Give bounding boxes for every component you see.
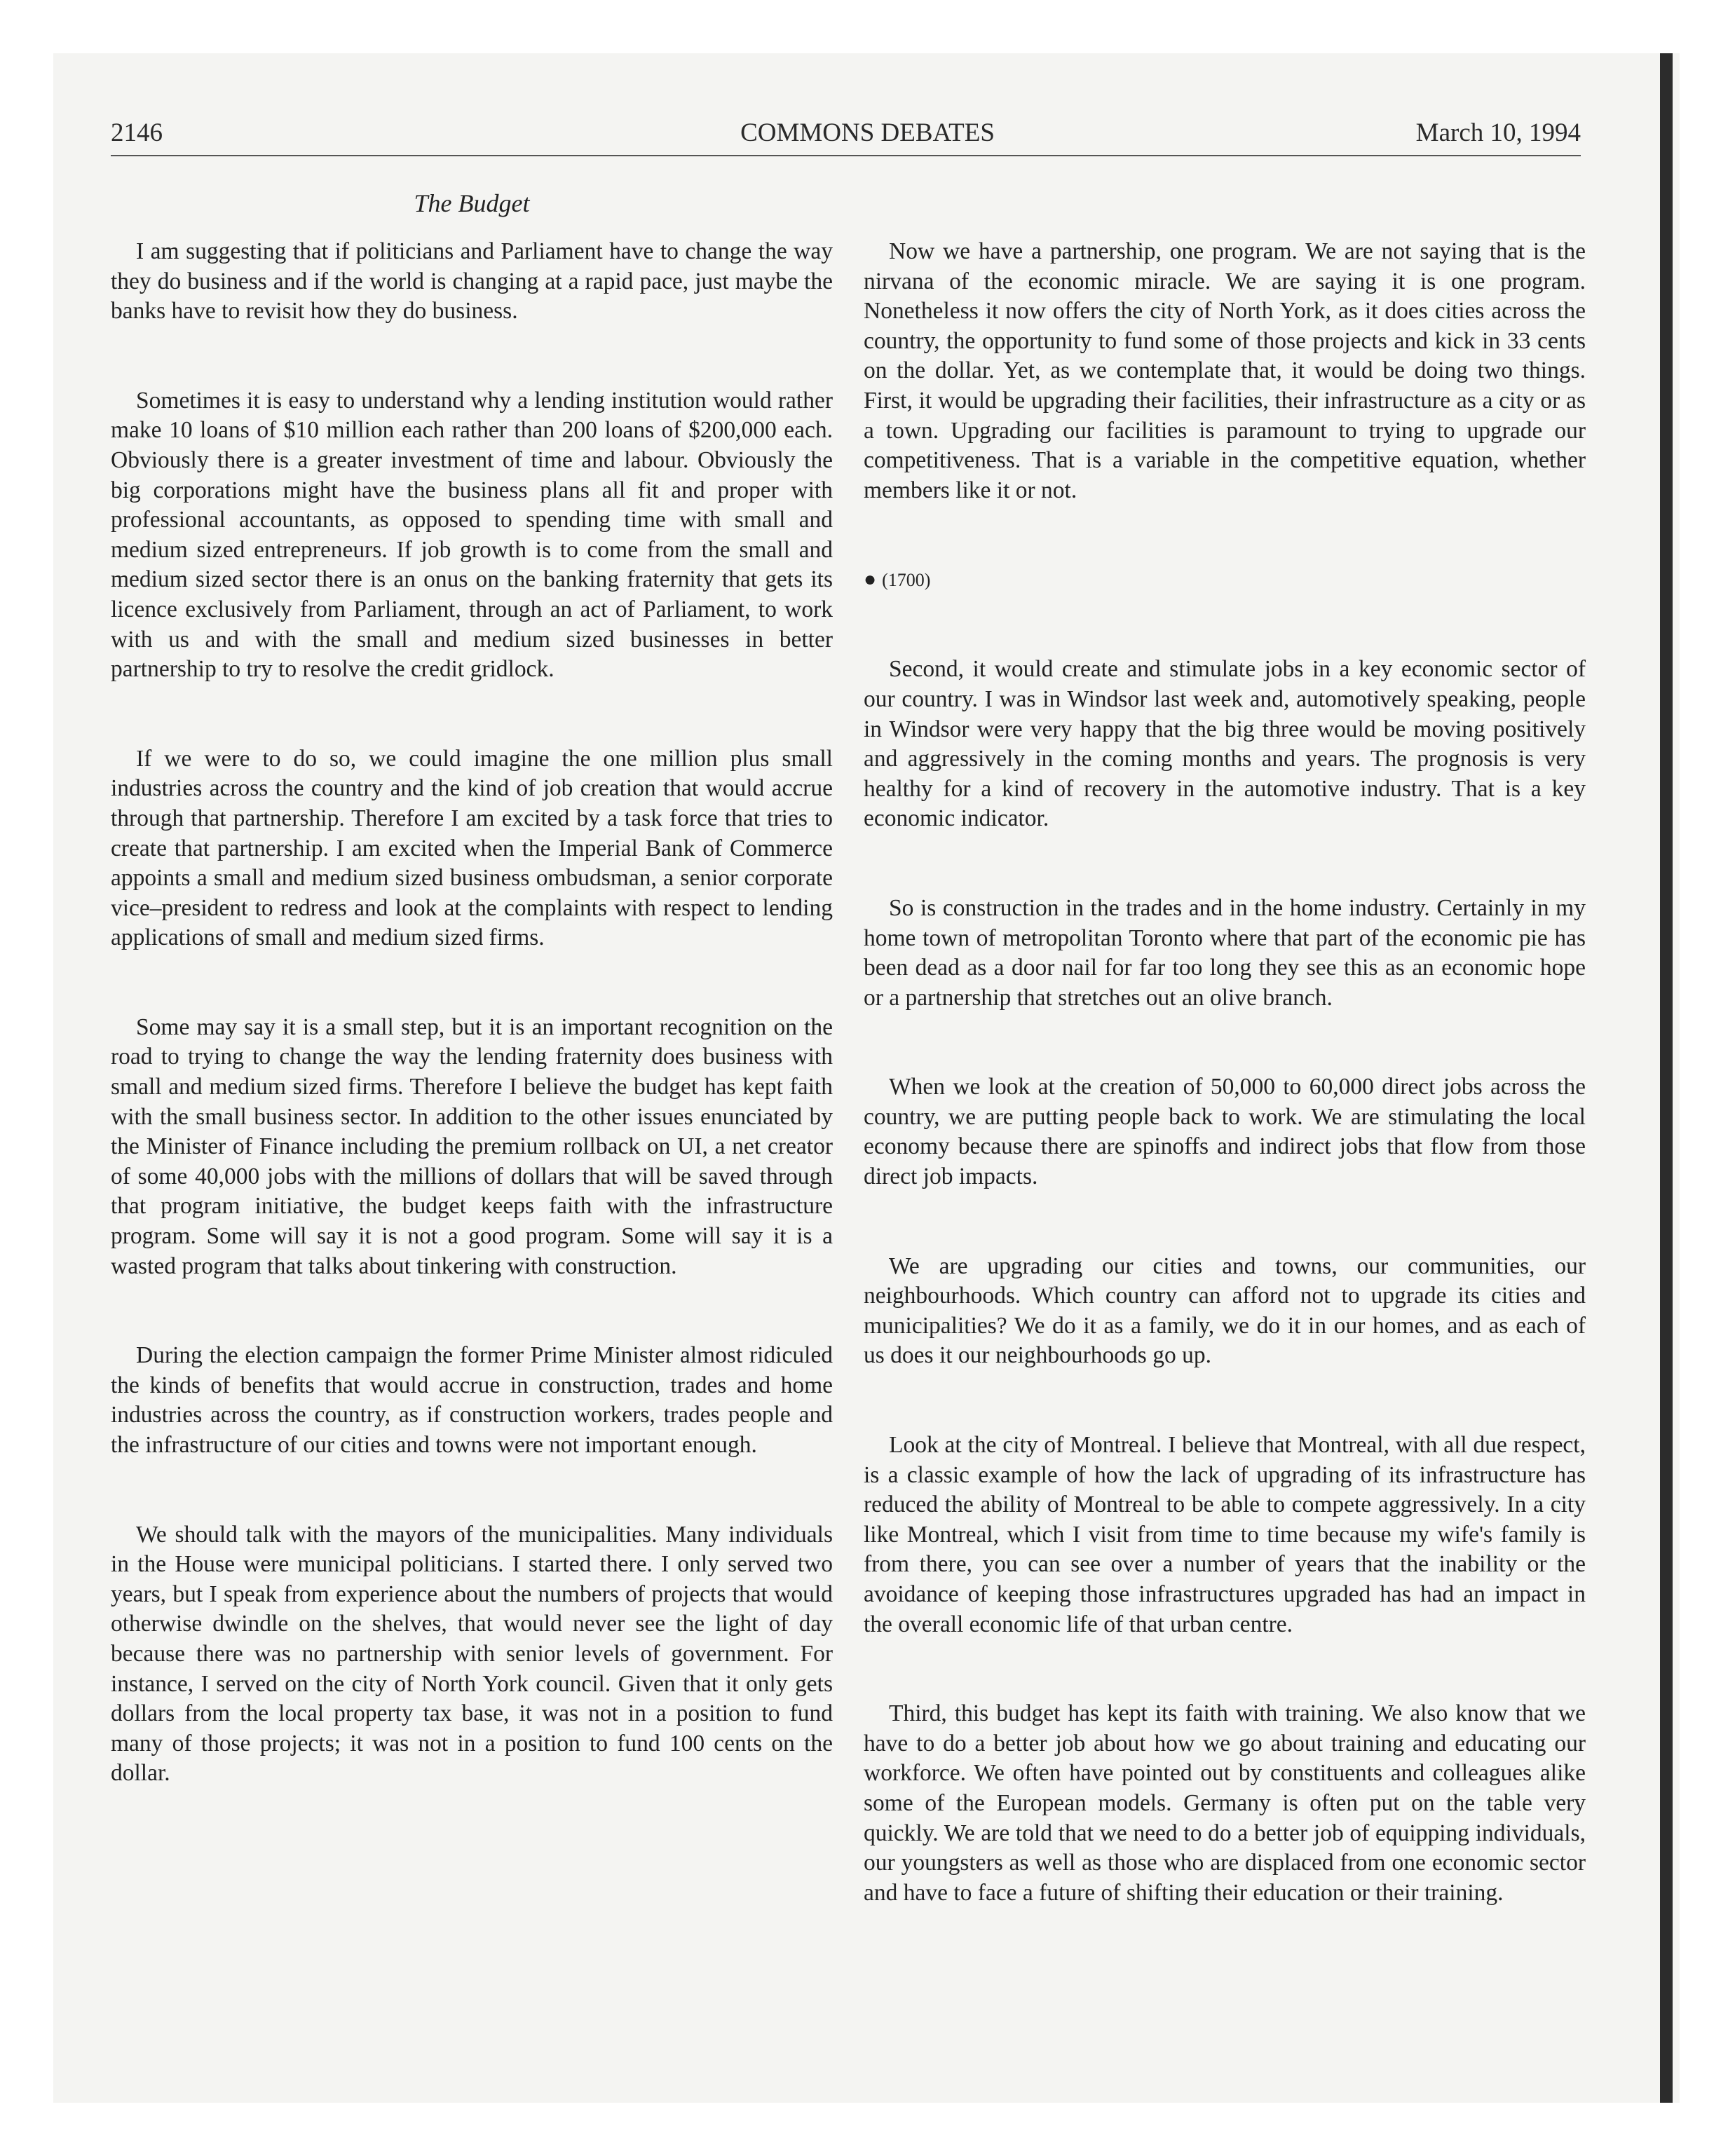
paragraph: Third, this budget has kept its faith with training. We also know that we have to do a better job about how we go about training and educating our workforce. We often have pointed out by constituents and colleagues alike some of the European models. Germany is often put on the table very quickly. We are told that we need to do a better job of equipping individuals, our youngsters as well as those who are displaced from one economic sector and have to face a future of shifting their education or their training. bbox=[864, 1700, 1586, 1906]
section-title: The Budget bbox=[414, 189, 530, 217]
paragraph: During the election campaign the former Prime Minister almost ridiculed the kinds of benefits that would accrue in construction, trades and home industries across the country, as if construction workers, trades people and the infrastructure of our cities and towns were not important enough. bbox=[111, 1342, 833, 1458]
right-column bbox=[864, 237, 1586, 1967]
page-number: 2146 bbox=[111, 118, 163, 147]
header-divider bbox=[111, 155, 1581, 156]
header-date: March 10, 1994 bbox=[1415, 118, 1581, 147]
paragraph: When we look at the creation of 50,000 to 60,000 direct jobs across the country, we are putting people back to work. We are stimulating the local economy because there are spinoffs and indirect jobs that flow from those direct job impacts. bbox=[864, 1074, 1586, 1190]
paragraph: We should talk with the mayors of the municipalities. Many individuals in the House were municipal politicians. I started there. I only served two years, but I speak from experience about the numbers of projects that would otherwise dwindle on the shelves, that would never see the light of day because there was no partnership with senior levels of government. For instance, I served on the city of North York council. Given that it only gets dollars from the local property tax base, it was not in a position to fund many of those projects; it was not in a position to fund 100 cents on the dollar. bbox=[111, 1521, 833, 1787]
paragraph: If we were to do so, we could imagine the one million plus small industries across the country and the kind of job creation that would accrue through that partnership. Therefore I am excited by a task force that tries to create that partnership. I am excited when the Imperial Bank of Commerce appoints a small and medium sized business ombudsman, a senior corporate vice–president to redress and look at the complaints with respect to lending applications of small and medium sized firms. bbox=[111, 745, 833, 951]
paragraph: Sometimes it is easy to understand why a lending institution would rather make 10 loans of $10 million each rather than 200 loans of $200,000 each. Obviously there is a greater investment of time and labour. Obviously the big corporations might have the business plans all fit and proper with professional accountants, as opposed to spending time with small and medium sized entrepreneurs. If job growth is to come from the small and medium sized sector there is an onus on the banking fraternity that gets its licence exclusively from Parliament, through an act of Parliament, to work with us and with the small and medium sized businesses in better partnership to try to resolve the credit gridlock. bbox=[111, 387, 833, 683]
paragraph: Look at the city of Montreal. I believe that Montreal, with all due respect, is a classic example of how the lack of upgrading of its infrastructure has reduced the ability of Montreal to be able to compete aggressively. In a city like Montreal, which I visit from time to time because my wife's family is from there, you can see over a number of years that the inability or the avoidance of keeping those infrastructures upgraded has had an impact in the overall economic life of that urban centre. bbox=[864, 1432, 1586, 1637]
paragraph: Some may say it is a small step, but it is an important recognition on the road to trying to change the way the lending fraternity does business with small and medium sized firms. Therefore I believe the budget has kept faith with the small business sector. In addition to the other issues enunciated by the Minister of Finance including the premium rollback on UI, a net creator of some 40,000 jobs with the millions of dollars that will be saved through that program initiative, the budget keeps faith with the infrastructure program. Some will say it is not a good program. Some will say it is a wasted program that talks about tinkering with construction. bbox=[111, 1014, 833, 1279]
paragraph: We are upgrading our cities and towns, our communities, our neighbourhoods. Which country can afford not to upgrade its cities and municipalities? We do it as a family, we do it in our homes, and as each of us does it our neighbourhoods go up. bbox=[864, 1253, 1586, 1369]
time-marker-label: (1700) bbox=[882, 570, 931, 591]
paragraph: I am suggesting that if politicians and Parliament have to change the way they do business and if the world is changing at a rapid pace, just maybe the banks have to revisit how they do business. bbox=[111, 238, 833, 325]
bullet-icon: ● bbox=[864, 568, 877, 592]
paragraph: Second, it would create and stimulate jobs in a key economic sector of our country. I was in Windsor last week and, automotively speaking, people in Windsor were very happy that the big three would be moving positively and aggressively in the coming months and years. The prognosis is very healthy for a kind of recovery in the automotive industry. That is a key economic indicator. bbox=[864, 656, 1586, 832]
scan-edge-bar bbox=[1660, 53, 1673, 2103]
paragraph: Now we have a partnership, one program. We are not saying that is the nirvana of the economic miracle. We are saying it is one program. Nonetheless it now offers the city of North York, as it does cities across the country, the opportunity to fund some of those projects and kick in 33 cents on the dollar. Yet, as we contemplate that, it would be doing two things. First, it would be upgrading their facilities, their infrastructure as a city or as a town. Upgrading our facilities is paramount to trying to upgrade our competitiveness. That is a variable in the competitive equation, whether members like it or not. bbox=[864, 238, 1586, 503]
left-column bbox=[111, 237, 833, 1848]
running-title: COMMONS DEBATES bbox=[740, 118, 995, 147]
paragraph: So is construction in the trades and in the home industry. Certainly in my home town of metropolitan Toronto where that part of the economic pie has been dead as a door nail for far too long they see this as an economic hope or a partnership that stretches out an olive branch. bbox=[864, 894, 1586, 1011]
time-marker bbox=[864, 565, 1586, 595]
